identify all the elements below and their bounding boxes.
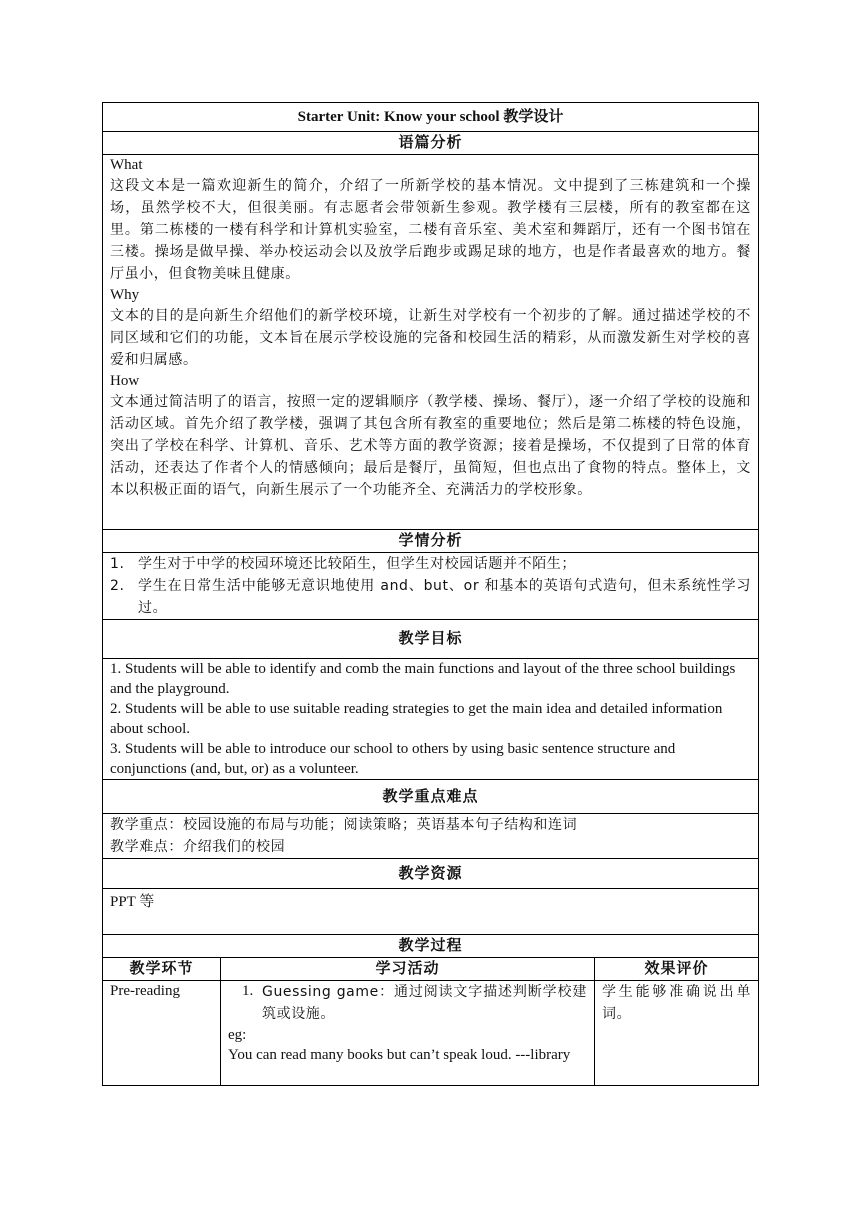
activity-list xyxy=(228,981,587,1025)
how-label: How xyxy=(110,373,140,389)
resources-body xyxy=(103,889,759,935)
student-analysis-heading: 学情分析 xyxy=(103,530,759,553)
list-item-number: 1. xyxy=(110,556,125,572)
list-item-number: 2. xyxy=(110,578,125,594)
objective-item: 1. Students will be able to identify and comb the main functions and layout of the three school buildings and the playground. xyxy=(110,661,736,697)
example-text: You can read many books but can’t speak loud. ---library xyxy=(228,1047,571,1063)
column-header-activity: 学习活动 xyxy=(221,958,595,981)
activity-title: Guessing game：通过阅读文字描述判断学校建筑或设施。 xyxy=(262,984,587,1022)
example-label: eg: xyxy=(228,1027,247,1043)
objective-item: 2. Students will be able to use suitable reading strategies to get the main idea and detailed information about school. xyxy=(110,701,723,737)
why-text: 文本的目的是向新生介绍他们的新学校环境，让新生对学校有一个初步的了解。通过描述学校的不同区域和它们的功能，文本旨在展示学校设施的完备和校园生活的精彩，从而激发新生对学校的喜爱和归属感。 xyxy=(110,308,752,368)
list-item xyxy=(228,981,587,1025)
text-analysis-body xyxy=(103,155,759,530)
objectives-heading: 教学目标 xyxy=(103,620,759,659)
what-text: 这段文本是一篇欢迎新生的简介，介绍了一所新学校的基本情况。文中提到了三栋建筑和一个操场，虽然学校不大，但很美丽。有志愿者会带领新生参观。教学楼有三层楼，所有的教室都在这里。第二栋楼的一楼有科学和计算机实验室，二楼有音乐室、美术室和舞蹈厅，还有一个图书馆在三楼。操场是做早操、举办校运动会以及放学后跑步或踢足球的地方，也是作者最喜欢的地方。餐厅虽小，但食物美味且健康。 xyxy=(110,178,752,282)
document-title: Starter Unit: Know your school 教学设计 xyxy=(103,103,759,132)
key-focus-text: 教学重点：校园设施的布局与功能；阅读策略；英语基本句子结构和连词 xyxy=(110,817,578,833)
lesson-plan-table xyxy=(102,102,759,1086)
how-text: 文本通过简洁明了的语言，按照一定的逻辑顺序（教学楼、操场、餐厅），逐一介绍了学校的设施和活动区域。首先介绍了教学楼，强调了其包含所有教室的重要地位；然后是第二栋楼的特色设施，突出了学校在科学、计算机、音乐、艺术等方面的教学资源；接着是操场，不仅提到了日常的体育活动，还表达了作者个人的情感倾向；最后是餐厅，虽简短，但也点出了食物的特点。整体上，文本以积极正面的语气，向新生展示了一个功能齐全、充满活力的学校形象。 xyxy=(110,394,752,498)
process-heading: 教学过程 xyxy=(103,935,759,958)
list-item-text: 学生对于中学的校园环境还比较陌生，但学生对校园话题并不陌生； xyxy=(138,556,576,572)
resources-heading: 教学资源 xyxy=(103,859,759,889)
why-label: Why xyxy=(110,287,140,303)
text-analysis-heading: 语篇分析 xyxy=(103,132,759,155)
list-item xyxy=(110,553,751,575)
list-item xyxy=(110,575,751,619)
objectives-body xyxy=(103,659,759,780)
column-header-stage: 教学环节 xyxy=(103,958,221,981)
key-points-body xyxy=(103,814,759,859)
stage-text: Pre-reading xyxy=(110,983,180,999)
student-analysis-list xyxy=(110,553,751,619)
table-row xyxy=(103,981,759,1086)
objective-item: 3. Students will be able to introduce our school to others by using basic sentence structure and conjunctions (and, but, or) as a volunteer. xyxy=(110,741,676,777)
what-label: What xyxy=(110,157,143,173)
resources-text: PPT 等 xyxy=(110,894,155,910)
list-item-number: 1. xyxy=(242,983,254,999)
stage-cell xyxy=(103,981,221,1086)
column-header-evaluation: 效果评价 xyxy=(595,958,759,981)
evaluation-text: 学生能够准确说出单词。 xyxy=(602,984,752,1022)
student-analysis-body xyxy=(103,553,759,620)
evaluation-cell xyxy=(595,981,759,1086)
activity-cell xyxy=(221,981,595,1086)
list-item-text: 学生在日常生活中能够无意识地使用 and、but、or 和基本的英语句式造句，但未系统性学习过。 xyxy=(138,578,752,616)
key-points-heading: 教学重点难点 xyxy=(103,780,759,814)
lesson-plan-document xyxy=(102,102,758,1086)
key-difficulty-text: 教学难点：介绍我们的校园 xyxy=(110,839,286,855)
